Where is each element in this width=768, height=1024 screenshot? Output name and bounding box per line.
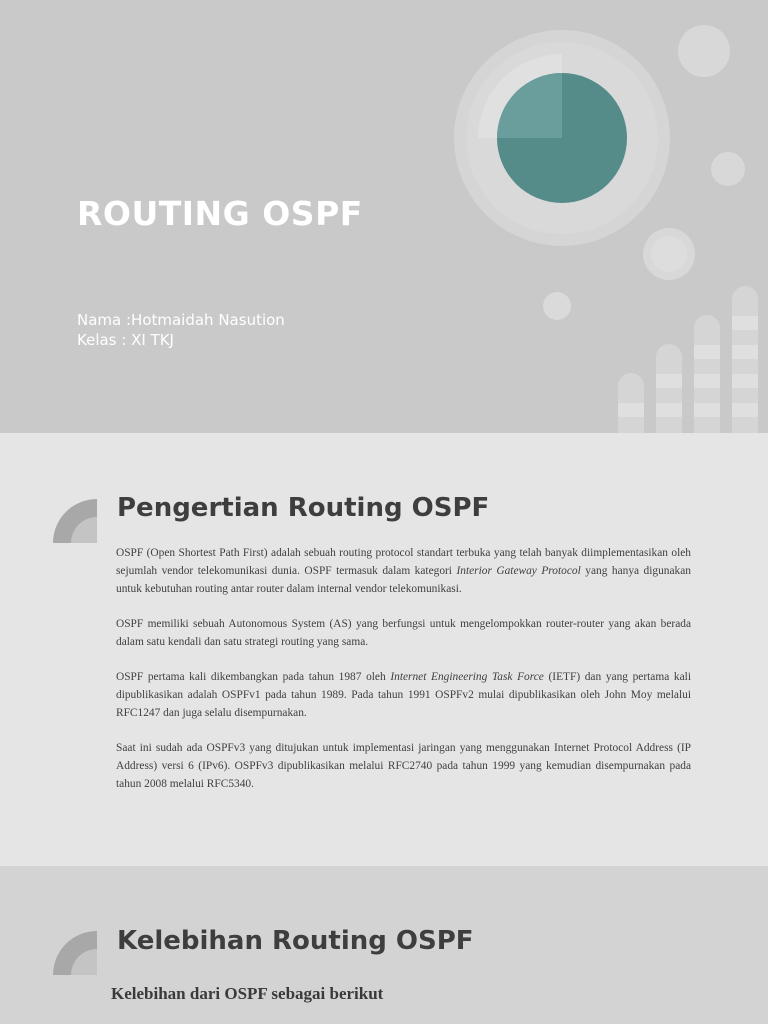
author-name: Nama :Hotmaidah Nasution [77, 311, 285, 329]
paragraph-text: OSPF memiliki sebuah Autonomous System (AS) yang berfungsi untuk mengelompokkan router-router yang akan berada dalam satu kendali dan satu strategi routing yang sama. [116, 618, 691, 648]
bar-band [656, 374, 682, 388]
decorative-bar [618, 373, 644, 433]
bar-band [618, 403, 644, 417]
bar-band [732, 403, 758, 417]
paragraph-text: OSPF pertama kali dikembangkan pada tahun 1987 oleh [116, 671, 391, 683]
body-paragraph [116, 668, 691, 722]
section-heading-2: Kelebihan Routing OSPF [117, 926, 474, 956]
body-paragraph [116, 544, 691, 598]
bar-band [732, 345, 758, 359]
italic-term: Interior Gateway Protocol [456, 565, 581, 577]
decorative-bar [694, 315, 720, 433]
author-class: Kelas : XI TKJ [77, 331, 174, 349]
section-heading: Pengertian Routing OSPF [117, 493, 490, 523]
decorative-bar [656, 344, 682, 433]
decorative-bar [732, 286, 758, 433]
bar-band [656, 403, 682, 417]
decorative-bubble-inner [651, 236, 687, 272]
body-paragraph [116, 739, 691, 793]
decorative-bubble [678, 25, 730, 77]
decorative-bubble [543, 292, 571, 320]
body-paragraph [116, 615, 691, 651]
bar-band [694, 374, 720, 388]
paragraph-text: Saat ini sudah ada OSPFv3 yang ditujukan untuk implementasi jaringan yang menggunakan Internet Protocol Address (IP Address) versi 6 (IPv6). OSPFv3 dipublikasikan melalui RFC2740 pada tahun 1999 yang kemudian disempurnakan pada tahun 2008 melalui RFC5340. [116, 742, 691, 790]
section-subheading: Kelebihan dari OSPF sebagai berikut [111, 984, 384, 1003]
bar-band [732, 374, 758, 388]
italic-term: Internet Engineering Task Force [390, 671, 544, 683]
paragraph-text: OSPF (Open Shortest Path First) adalah sebuah routing protocol standart terbuka yang telah banyak diimplementasikan oleh sejumlah vendor telekomunikasi dunia. OSPF termasuk dalam kategori [116, 547, 691, 577]
slide-title: ROUTING OSPF [77, 194, 363, 233]
section-body [116, 544, 691, 810]
bar-band [694, 345, 720, 359]
title-slide [0, 0, 768, 433]
decorative-bubble [711, 152, 745, 186]
bar-band [732, 316, 758, 330]
paragraph-text: (IETF) dan yang pertama kali dipublikasikan adalah OSPFv1 pada tahun 1989. Pada tahun 1991 OSPFv2 mulai dipublikasikan oleh John Moy melalui RFC1247 dan juga selalu disempurnakan. [116, 671, 691, 719]
bar-band [694, 403, 720, 417]
paragraph-text: yang hanya digunakan untuk kebutuhan routing antar router dalam internal vendor telekomunikasi. [116, 565, 691, 595]
